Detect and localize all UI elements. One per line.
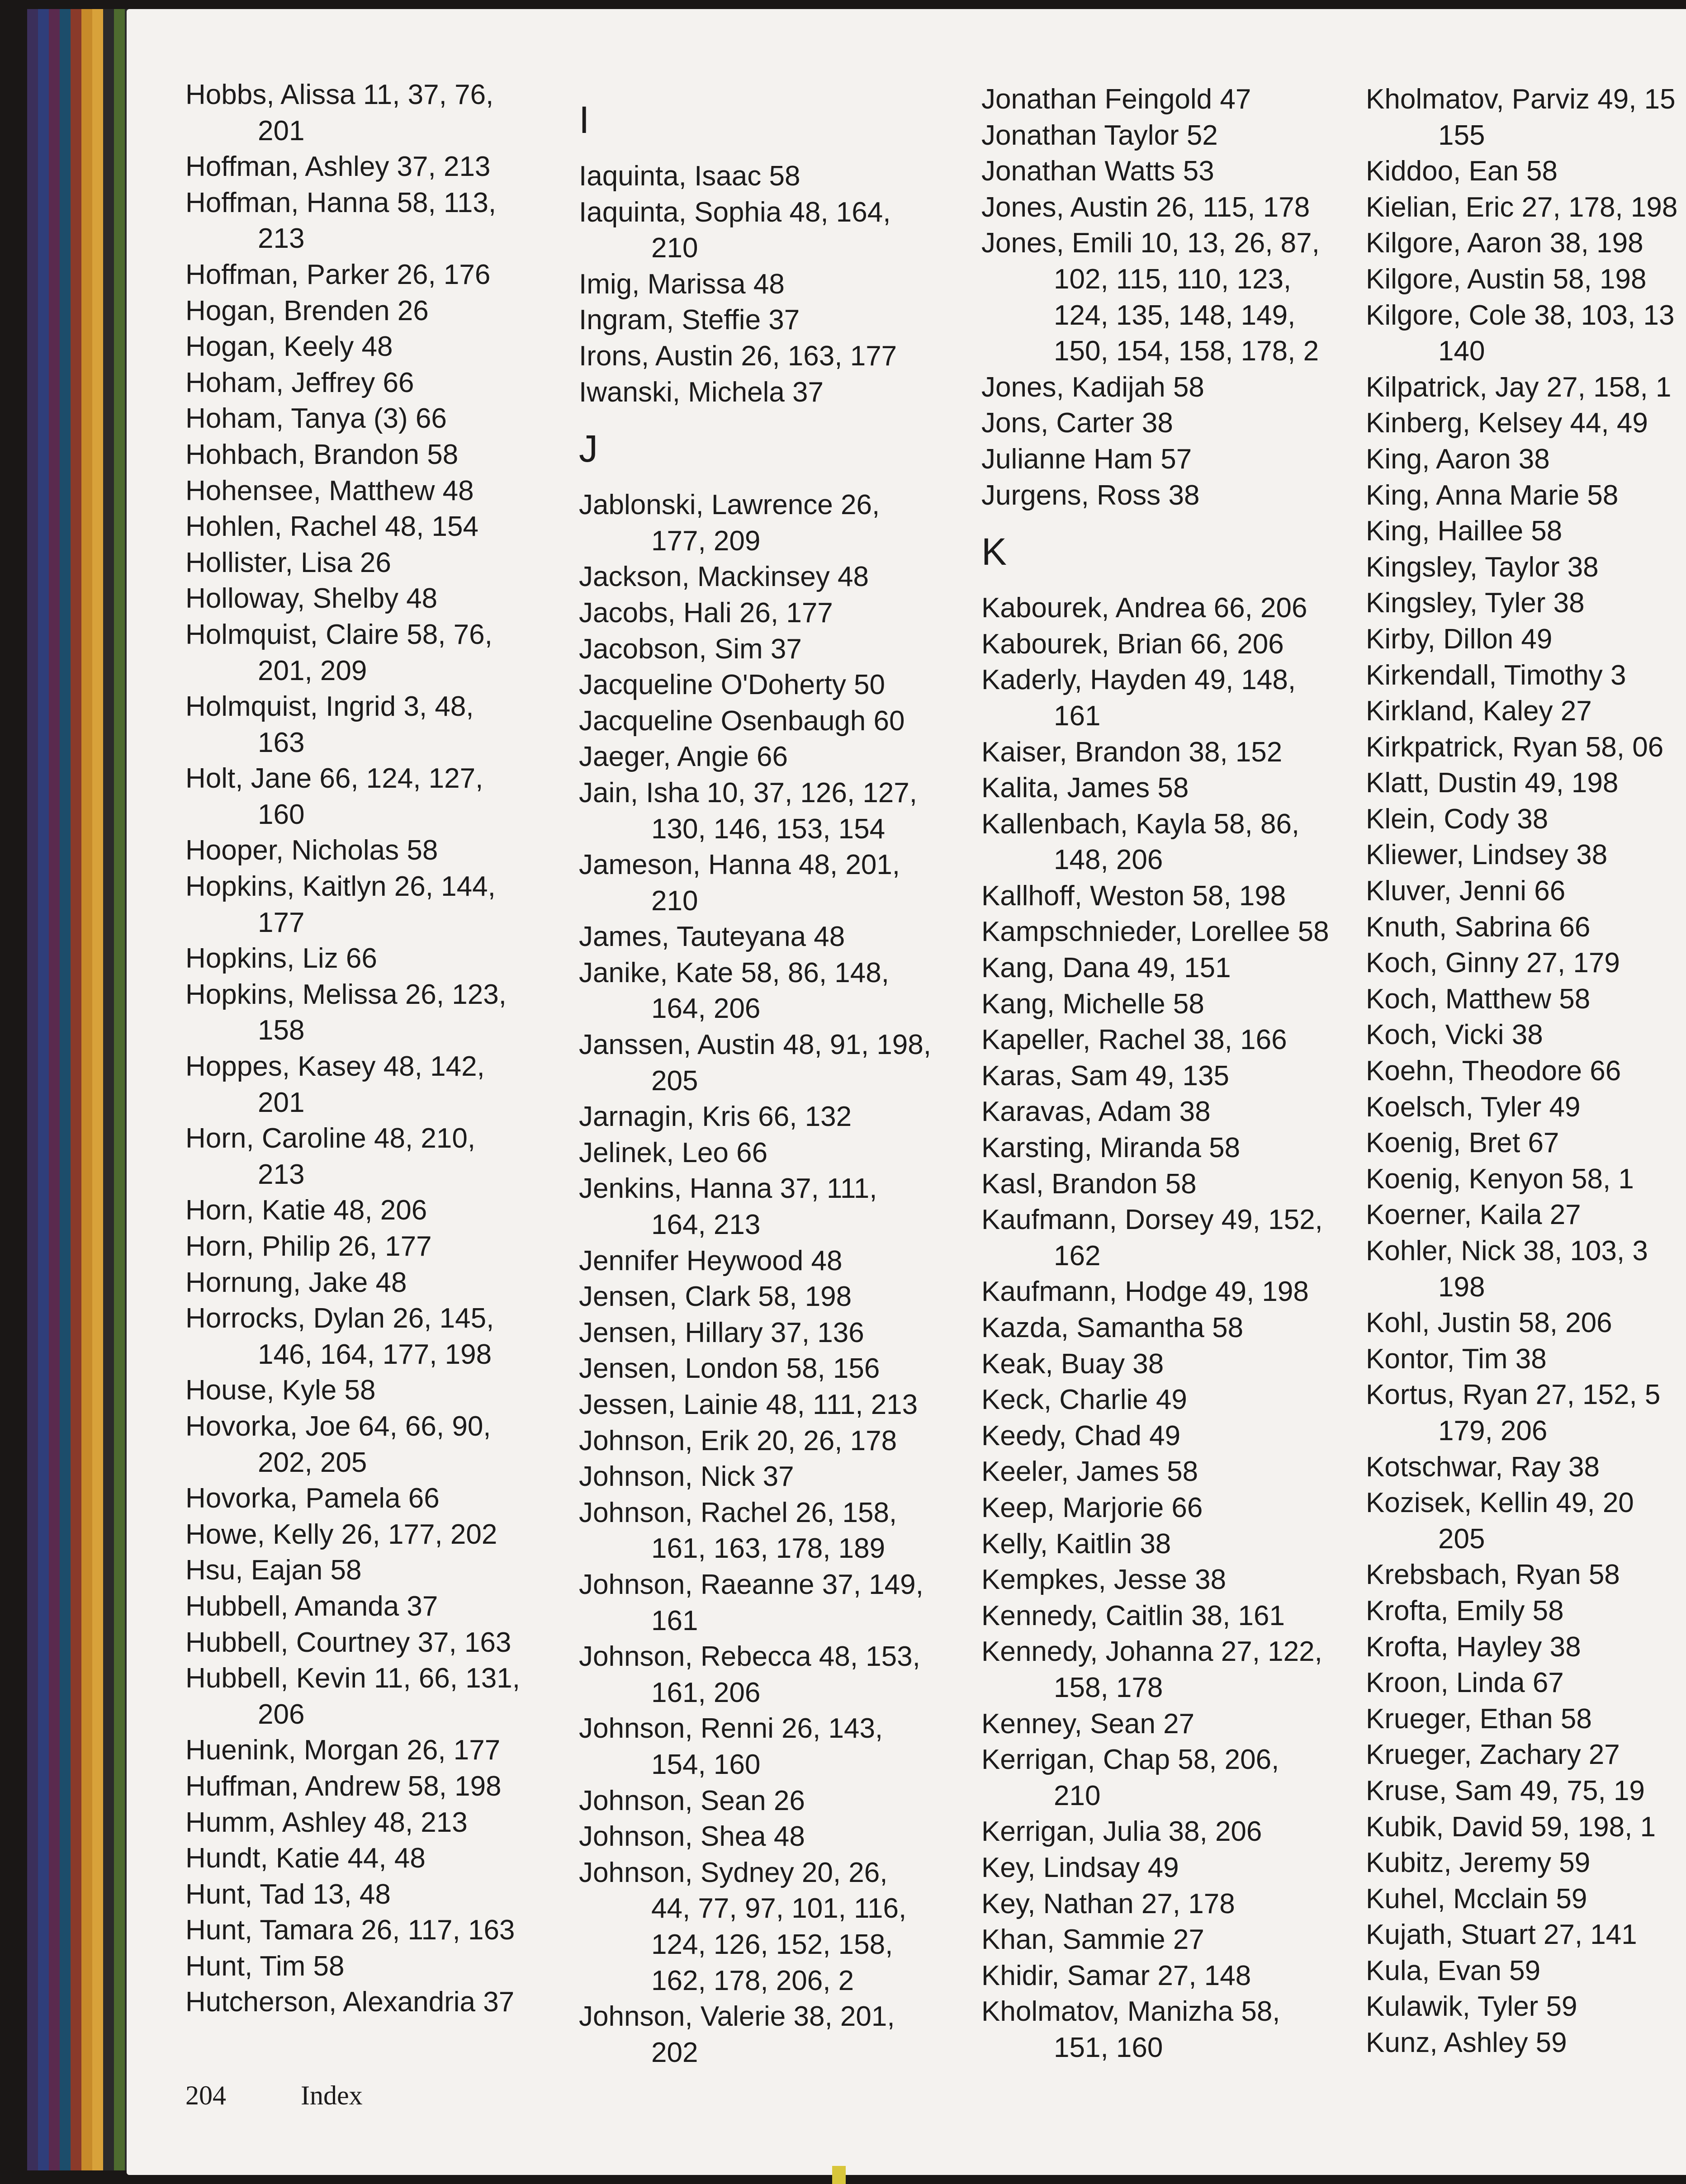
- index-entry: Holt, Jane 66, 124, 127, 160: [185, 763, 483, 830]
- index-entry: Hubbell, Courtney 37, 163: [185, 1626, 511, 1658]
- index-entry: Jensen, Clark 58, 198: [579, 1281, 852, 1313]
- index-entry: Horn, Philip 26, 177: [185, 1231, 432, 1262]
- index-entry: Karavas, Adam 38: [981, 1096, 1211, 1128]
- page-edge-stripe: [71, 9, 81, 2170]
- index-entry: Johnson, Raeanne 37, 149, 161: [579, 1569, 924, 1636]
- index-entry: Hundt, Katie 44, 48: [185, 1843, 426, 1874]
- index-entry: Khan, Sammie 27: [981, 1924, 1204, 1956]
- index-entry: Horn, Caroline 48, 210, 213: [185, 1123, 476, 1190]
- index-entry: Koenig, Bret 67: [1366, 1127, 1559, 1159]
- index-entry: Krueger, Zachary 27: [1366, 1739, 1620, 1771]
- index-entry: Jennifer Heywood 48: [579, 1245, 843, 1276]
- index-entry: King, Aaron 38: [1366, 443, 1550, 475]
- index-entry: Kunz, Ashley 59: [1366, 2027, 1567, 2059]
- index-entry: Hubbell, Kevin 11, 66, 131, 206: [185, 1663, 520, 1730]
- index-entry: Julianne Ham 57: [981, 443, 1192, 475]
- index-entry: Kabourek, Andrea 66, 206: [981, 592, 1307, 624]
- index-entry: Johnson, Shea 48: [579, 1821, 805, 1853]
- section-letter-k: K: [981, 530, 1007, 573]
- index-entry: Hsu, Eajan 58: [185, 1555, 362, 1586]
- index-entry: James, Tauteyana 48: [579, 921, 845, 953]
- index-entry: Imig, Marissa 48: [579, 268, 785, 300]
- index-entry: Kempkes, Jesse 38: [981, 1564, 1227, 1596]
- index-entry: Jessen, Lainie 48, 111, 213: [579, 1389, 918, 1420]
- index-entry: Kennedy, Johanna 27, 122, 158, 178: [981, 1636, 1322, 1703]
- index-entry: Koch, Ginny 27, 179: [1366, 947, 1620, 979]
- index-entry: Klein, Cody 38: [1366, 803, 1549, 835]
- index-entry: Key, Lindsay 49: [981, 1852, 1179, 1883]
- index-entry: Jarnagin, Kris 66, 132: [579, 1101, 852, 1133]
- index-entry: Hooper, Nicholas 58: [185, 835, 438, 866]
- index-entry: Kabourek, Brian 66, 206: [981, 628, 1284, 660]
- index-column-3: [981, 81, 1329, 2066]
- index-entry: Janike, Kate 58, 86, 148, 164, 206: [579, 957, 889, 1025]
- index-entry: Kerrigan, Chap 58, 206, 210: [981, 1744, 1279, 1811]
- index-entry: Hovorka, Pamela 66: [185, 1483, 440, 1514]
- index-entry: Hunt, Tamara 26, 117, 163: [185, 1915, 515, 1946]
- index-entry: Iaquinta, Isaac 58: [579, 161, 800, 192]
- index-entry: Jensen, Hillary 37, 136: [579, 1317, 864, 1348]
- index-entry: Hobbs, Alissa 11, 37, 76, 201: [185, 79, 494, 147]
- index-entry: Kontor, Tim 38: [1366, 1343, 1547, 1375]
- index-entry: Krebsbach, Ryan 58: [1366, 1559, 1620, 1591]
- index-entry: Kortus, Ryan 27, 152, 5 179, 206: [1366, 1379, 1661, 1447]
- section-letter-j: J: [579, 427, 598, 470]
- index-entry: Key, Nathan 27, 178: [981, 1888, 1235, 1919]
- page-edge-stripe: [49, 9, 60, 2170]
- index-entry: Kruse, Sam 49, 75, 19: [1366, 1775, 1645, 1806]
- index-entry: Kubik, David 59, 198, 1: [1366, 1811, 1656, 1843]
- index-entry: Keeler, James 58: [981, 1456, 1198, 1488]
- index-entry: Hopkins, Melissa 26, 123, 158: [185, 979, 507, 1046]
- index-entry: Hollister, Lisa 26: [185, 547, 391, 578]
- index-entry: Jons, Carter 38: [981, 407, 1173, 439]
- index-entry: Koehn, Theodore 66: [1366, 1055, 1621, 1087]
- page-edge-stripe: [60, 9, 71, 2170]
- index-entry: Kennedy, Caitlin 38, 161: [981, 1600, 1285, 1631]
- index-entry: Kampschnieder, Lorellee 58: [981, 916, 1329, 948]
- index-entry: Hohlen, Rachel 48, 154: [185, 511, 479, 543]
- index-entry: Kohl, Justin 58, 206: [1366, 1307, 1612, 1339]
- index-page: [127, 9, 1686, 2175]
- index-entry: Kazda, Samantha 58: [981, 1312, 1244, 1343]
- index-entry: Hoffman, Parker 26, 176: [185, 259, 491, 290]
- index-entry: Kelly, Kaitlin 38: [981, 1528, 1171, 1560]
- index-entry: Koch, Vicki 38: [1366, 1019, 1543, 1051]
- index-entry: Johnson, Valerie 38, 201, 202: [579, 2001, 895, 2068]
- page-edge-stripe: [38, 9, 49, 2170]
- book-page-edges: [27, 9, 136, 2170]
- index-entry: Kiddoo, Ean 58: [1366, 156, 1558, 187]
- index-column-2: [579, 81, 931, 2071]
- index-entry: Hoham, Tanya (3) 66: [185, 403, 447, 435]
- page-edge-stripe: [27, 9, 38, 2170]
- index-entry: Knuth, Sabrina 66: [1366, 911, 1591, 943]
- page-number: 204: [185, 2080, 226, 2110]
- index-entry: Kula, Evan 59: [1366, 1955, 1541, 1986]
- index-entry: Kubitz, Jeremy 59: [1366, 1847, 1591, 1879]
- index-entry: King, Haillee 58: [1366, 515, 1563, 547]
- index-entry: Jacobson, Sim 37: [579, 633, 802, 665]
- index-entry: Kholmatov, Parviz 49, 15 155: [1366, 84, 1676, 151]
- index-entry: Kliewer, Lindsey 38: [1366, 839, 1608, 871]
- index-entry: Karas, Sam 49, 135: [981, 1060, 1229, 1092]
- index-entry: Kielian, Eric 27, 178, 198: [1366, 191, 1678, 223]
- index-entry: Koenig, Kenyon 58, 1: [1366, 1163, 1634, 1195]
- index-entry: Kingsley, Tyler 38: [1366, 587, 1585, 619]
- index-entry: Kujath, Stuart 27, 141: [1366, 1919, 1637, 1951]
- index-entry: Holloway, Shelby 48: [185, 583, 438, 615]
- index-entry: Jonathan Watts 53: [981, 156, 1214, 187]
- index-entry: Hubbell, Amanda 37: [185, 1590, 438, 1622]
- page-edge-stripe: [92, 9, 103, 2170]
- index-entry: Kapeller, Rachel 38, 166: [981, 1024, 1287, 1056]
- index-entry: House, Kyle 58: [185, 1375, 376, 1406]
- index-entry: Kaiser, Brandon 38, 152: [981, 736, 1283, 768]
- bookmark-ribbon: [832, 2166, 846, 2184]
- entries-j: [579, 487, 931, 2071]
- index-entry: Huenink, Morgan 26, 177: [185, 1735, 501, 1766]
- index-entry: Kerrigan, Julia 38, 206: [981, 1816, 1262, 1848]
- index-entry: Ingram, Steffie 37: [579, 304, 800, 336]
- index-entry: Hohbach, Brandon 58: [185, 439, 459, 470]
- index-entry: Kallhoff, Weston 58, 198: [981, 880, 1286, 912]
- index-entry: Horn, Katie 48, 206: [185, 1195, 427, 1226]
- index-entry: Kulawik, Tyler 59: [1366, 1991, 1577, 2023]
- index-entry: Hoffman, Ashley 37, 213: [185, 151, 491, 183]
- index-entry: Kirby, Dillon 49: [1366, 623, 1553, 655]
- page-edge-stripe: [103, 9, 114, 2170]
- index-entry: Krueger, Ethan 58: [1366, 1703, 1592, 1735]
- index-entry: Kaufmann, Dorsey 49, 152, 162: [981, 1204, 1323, 1272]
- index-entry: Iwanski, Michela 37: [579, 376, 824, 408]
- index-entry: Johnson, Sean 26: [579, 1785, 805, 1816]
- index-entry: Jonathan Taylor 52: [981, 119, 1218, 151]
- index-entry: Karsting, Miranda 58: [981, 1132, 1241, 1164]
- index-entry: Hunt, Tad 13, 48: [185, 1878, 391, 1910]
- index-entry: Jaeger, Angie 66: [579, 741, 788, 773]
- index-entry: Johnson, Renni 26, 143, 154, 160: [579, 1713, 883, 1780]
- index-entry: Kingsley, Taylor 38: [1366, 551, 1599, 583]
- index-entry: Jones, Kadijah 58: [981, 371, 1204, 403]
- index-entry: Kholmatov, Manizha 58, 151, 160: [981, 1996, 1280, 2063]
- index-entry: Kohler, Nick 38, 103, 3 198: [1366, 1235, 1648, 1303]
- index-entry: Hoffman, Hanna 58, 113, 213: [185, 187, 497, 255]
- index-entry: Kluver, Jenni 66: [1366, 875, 1566, 907]
- index-entry: Johnson, Rebecca 48, 153, 161, 206: [579, 1641, 920, 1708]
- index-entry: Jacqueline Osenbaugh 60: [579, 705, 905, 737]
- index-entry: Humm, Ashley 48, 213: [185, 1806, 468, 1838]
- index-entry: Jones, Emili 10, 13, 26, 87, 102, 115, 110, 123, 124, 135, 148, 149, 150, 154, 158, 178, 2: [981, 227, 1320, 367]
- entries-j-continued: [981, 81, 1329, 513]
- entries-i: [579, 158, 931, 410]
- index-entry: Kasl, Brandon 58: [981, 1168, 1197, 1200]
- index-entry: Jensen, London 58, 156: [579, 1353, 880, 1385]
- index-entry: Kuhel, Mcclain 59: [1366, 1883, 1587, 1915]
- index-entry: Jacobs, Hali 26, 177: [579, 597, 833, 629]
- index-entry: Johnson, Erik 20, 26, 178: [579, 1425, 897, 1456]
- index-entry: Kozisek, Kellin 49, 20 205: [1366, 1487, 1634, 1555]
- index-entry: Janssen, Austin 48, 91, 198, 205: [579, 1029, 931, 1097]
- index-entry: Keedy, Chad 49: [981, 1420, 1181, 1451]
- index-entry: King, Anna Marie 58: [1366, 479, 1619, 511]
- index-entry: Kirkpatrick, Ryan 58, 06: [1366, 731, 1664, 763]
- index-entry: Jameson, Hanna 48, 201, 210: [579, 849, 900, 917]
- index-column-4: [1366, 81, 1677, 2061]
- index-entry: Kinberg, Kelsey 44, 49: [1366, 407, 1648, 439]
- index-entry: Huffman, Andrew 58, 198: [185, 1770, 502, 1802]
- index-entry: Johnson, Nick 37: [579, 1461, 794, 1493]
- index-entry: Klatt, Dustin 49, 198: [1366, 767, 1619, 799]
- index-entry: Kilgore, Austin 58, 198: [1366, 263, 1647, 295]
- index-entry: Kilpatrick, Jay 27, 158, 1: [1366, 371, 1672, 403]
- index-entry: Jenkins, Hanna 37, 111, 164, 213: [579, 1173, 877, 1241]
- index-entry: Jonathan Feingold 47: [981, 84, 1251, 115]
- index-entry: Koerner, Kaila 27: [1366, 1199, 1581, 1231]
- index-entry: Jelinek, Leo 66: [579, 1137, 768, 1168]
- index-entry: Hunt, Tim 58: [185, 1950, 345, 1982]
- index-entry: Koch, Matthew 58: [1366, 983, 1591, 1015]
- index-entry: Kang, Michelle 58: [981, 988, 1204, 1020]
- index-entry: Krofta, Hayley 38: [1366, 1631, 1581, 1663]
- index-entry: Hogan, Keely 48: [185, 331, 393, 363]
- index-entry: Koelsch, Tyler 49: [1366, 1091, 1581, 1123]
- index-entry: Kirkland, Kaley 27: [1366, 695, 1592, 727]
- index-entry: Kalita, James 58: [981, 772, 1189, 804]
- index-entry: Hoppes, Kasey 48, 142, 201: [185, 1051, 485, 1118]
- index-entry: Howe, Kelly 26, 177, 202: [185, 1518, 497, 1550]
- index-entry: Holmquist, Ingrid 3, 48, 163: [185, 691, 474, 758]
- index-entry: Kaufmann, Hodge 49, 198: [981, 1276, 1309, 1308]
- index-entry: Holmquist, Claire 58, 76, 201, 209: [185, 619, 493, 686]
- index-entry: Jain, Isha 10, 37, 126, 127, 130, 146, 153, 154: [579, 777, 917, 845]
- section-label: Index: [301, 2080, 363, 2110]
- page-edge-stripe: [81, 9, 92, 2170]
- index-entry: Hohensee, Matthew 48: [185, 475, 474, 506]
- index-entry: Kaderly, Hayden 49, 148, 161: [981, 664, 1296, 732]
- index-entry: Jackson, Mackinsey 48: [579, 561, 869, 593]
- index-entry: Krofta, Emily 58: [1366, 1595, 1564, 1626]
- index-entry: Keak, Buay 38: [981, 1348, 1164, 1380]
- index-entry: Hopkins, Liz 66: [185, 943, 377, 974]
- page-edge-stripe: [114, 9, 125, 2170]
- index-entry: Jones, Austin 26, 115, 178: [981, 191, 1310, 223]
- index-entry: Kilgore, Aaron 38, 198: [1366, 227, 1643, 259]
- index-entry: Kirkendall, Timothy 3: [1366, 659, 1626, 691]
- index-entry: Horrocks, Dylan 26, 145, 146, 164, 177, 198: [185, 1303, 494, 1370]
- index-entry: Hopkins, Kaitlyn 26, 144, 177: [185, 871, 496, 938]
- index-entry: Jablonski, Lawrence 26, 177, 209: [579, 489, 880, 557]
- index-entry: Johnson, Rachel 26, 158, 161, 163, 178, 189: [579, 1497, 897, 1565]
- index-entry: Hornung, Jake 48: [185, 1267, 407, 1298]
- index-entry: Khidir, Samar 27, 148: [981, 1960, 1251, 1991]
- index-entry: Johnson, Sydney 20, 26, 44, 77, 97, 101, 116, 124, 126, 152, 158, 162, 178, 206, 2: [579, 1857, 907, 1996]
- index-entry: Hogan, Brenden 26: [185, 295, 429, 326]
- page-footer: [185, 2080, 363, 2111]
- index-column-1: [185, 77, 520, 2020]
- entries-k: [981, 590, 1329, 2066]
- section-letter-i: I: [579, 99, 590, 141]
- index-entry: Hoham, Jeffrey 66: [185, 367, 414, 398]
- index-entry: Keck, Charlie 49: [981, 1384, 1187, 1416]
- index-entry: Iaquinta, Sophia 48, 164, 210: [579, 196, 891, 264]
- index-entry: Hovorka, Joe 64, 66, 90, 202, 205: [185, 1410, 491, 1478]
- index-entry: Hutcherson, Alexandria 37: [185, 1986, 515, 2018]
- index-entry: Keep, Marjorie 66: [981, 1492, 1203, 1523]
- index-entry: Kallenbach, Kayla 58, 86, 148, 206: [981, 808, 1300, 876]
- index-entry: Kenney, Sean 27: [981, 1708, 1195, 1740]
- index-entry: Jurgens, Ross 38: [981, 479, 1200, 511]
- index-entry: Kang, Dana 49, 151: [981, 952, 1231, 984]
- index-entry: Jacqueline O'Doherty 50: [579, 669, 886, 701]
- index-entry: Kotschwar, Ray 38: [1366, 1451, 1600, 1483]
- index-entry: Irons, Austin 26, 163, 177: [579, 340, 897, 372]
- index-entry: Kroon, Linda 67: [1366, 1667, 1564, 1699]
- index-entry: Kilgore, Cole 38, 103, 13 140: [1366, 299, 1675, 367]
